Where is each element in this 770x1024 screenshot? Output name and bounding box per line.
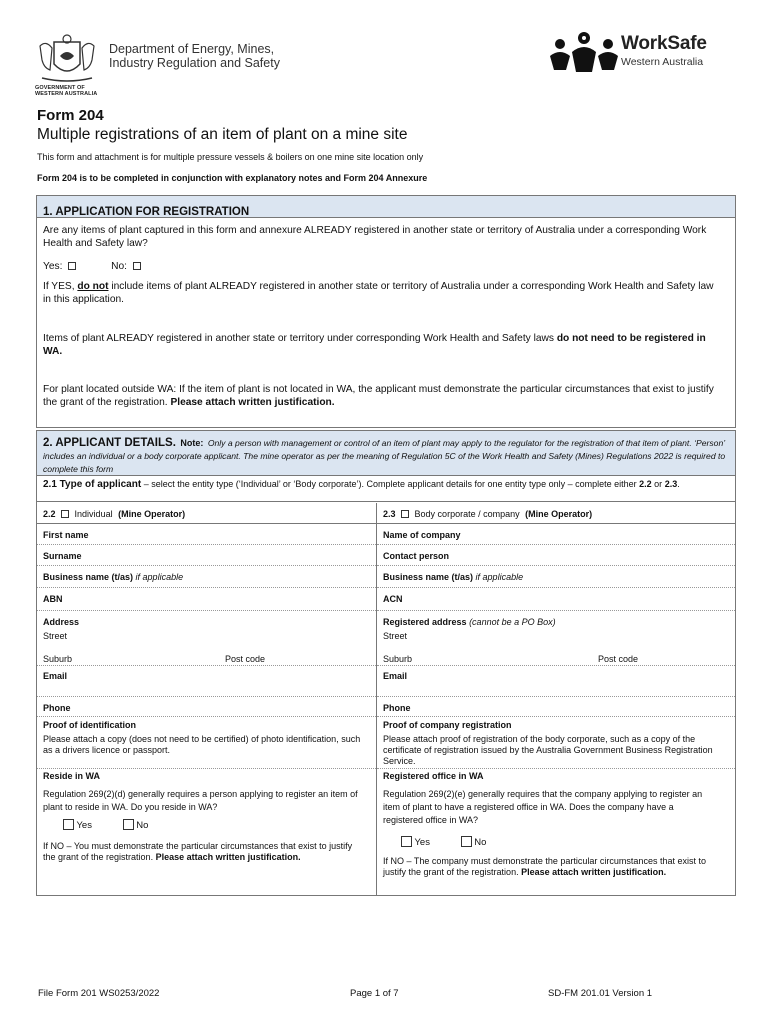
company-column — [377, 503, 735, 896]
no-checkbox[interactable] — [133, 262, 141, 270]
section-1-box — [36, 195, 736, 428]
office-wa-text: Regulation 269(2)(e) generally requires that the company applying to register an item of plant to have a registered office in WA. Does the company have a registered office in WA? — [383, 789, 703, 825]
if-yes-text: If YES, do not include items of plant ALREADY registered in another state or territory of Australia under a corresponding Work Health and Safety law in this application. — [43, 281, 714, 305]
yes-label: Yes: — [43, 261, 63, 272]
phone-field[interactable]: Phone — [43, 703, 71, 713]
registered-address-field[interactable]: Registered address (cannot be a PO Box) — [383, 617, 556, 627]
worksafe-figures-icon — [548, 30, 620, 74]
abn-field[interactable]: ABN — [43, 594, 63, 604]
department-name: Department of Energy, Mines, Industry Regulation and Safety — [109, 42, 280, 70]
section-2-heading: 2. APPLICANT DETAILS. — [43, 437, 176, 449]
office-yes-checkbox[interactable] — [401, 836, 412, 847]
form-instruction: Form 204 is to be completed in conjunction with explanatory notes and Form 204 Annexure — [37, 173, 428, 183]
office-no-checkbox[interactable] — [461, 836, 472, 847]
form-intro: This form and attachment is for multiple pressure vessels & boilers on one mine site location only — [37, 152, 424, 162]
proof-company-text: Please attach proof of registration of the body corporate, such as a copy of the certificate of registration issued by the Australia Government Business Registration Service. — [383, 734, 713, 766]
already-registered-text: Items of plant ALREADY registered in another state or territory under corresponding Work Health and Safety laws do not need to be registered in WA. — [43, 333, 706, 357]
worksafe-subtitle: Western Australia — [621, 56, 704, 68]
business-name-field[interactable]: Business name (t/as) if applicable — [43, 572, 184, 582]
office-wa-heading: Registered office in WA — [383, 771, 484, 781]
section-2-note: Only a person with management or control of an item of plant may apply to the regulator for the registration of that item of plant. ‘Person’ includes an individual or a body corporate applicant. The mine operator as per the meaning of Regulation 5C of the Work Health and Safety (Mines) Regulations 2022 is required to complete this form — [43, 438, 726, 474]
address-field[interactable]: Address — [43, 617, 80, 627]
footer-version: SD-FM 201.01 Version 1 — [548, 988, 653, 999]
government-label: GOVERNMENT OF WESTERN AUSTRALIA — [35, 85, 98, 97]
surname-field[interactable]: Surname — [43, 551, 82, 561]
form-title: Multiple registrations of an item of plant on a mine site — [37, 126, 408, 143]
reside-wa-options: Yes No — [63, 819, 148, 832]
section-2-box — [36, 430, 736, 896]
section-2-header: 2. APPLICANT DETAILS. Note: Only a person with management or control of an item of plant may apply to the regulator for the registration of that item of plant. ‘Person’ includes an individual or a body corporate applicant. The mine operator as per the meaning of Regulation 5C of the Work Health and Safety (Mines) Regulations 2022 is required to complete this form — [37, 431, 735, 476]
registered-elsewhere-options — [43, 260, 141, 273]
postcode-label: Post code — [225, 654, 266, 664]
company-heading: 2.3 Body corporate / company (Mine Operator) — [383, 509, 593, 519]
company-business-name-field[interactable]: Business name (t/as) if applicable — [383, 572, 524, 582]
company-email-field[interactable]: Email — [383, 671, 408, 681]
yes-checkbox[interactable] — [68, 262, 76, 270]
reside-yes-checkbox[interactable] — [63, 819, 74, 830]
office-if-no-text: If NO – The company must demonstrate the particular circumstances that exist to justify the grant of the registration. Please attach written justification. — [383, 856, 706, 877]
form-number: Form 204 — [37, 107, 104, 124]
proof-company-heading: Proof of company registration — [383, 720, 512, 730]
outside-wa-text: For plant located outside WA: If the item of plant is not located in WA, the applicant must demonstrate the particular circumstances that exist to justify the grant of the registration. Please attach written justification. — [43, 384, 714, 408]
footer-file-ref: File Form 201 WS0253/2022 — [38, 988, 160, 999]
wa-government-crest — [36, 34, 98, 84]
section-1-heading: 1. APPLICATION FOR REGISTRATION — [43, 206, 250, 218]
reside-no-checkbox[interactable] — [123, 819, 134, 830]
individual-checkbox[interactable] — [61, 510, 69, 518]
proof-id-text: Please attach a copy (does not need to be certified) of photo identification, such as a drivers licence or passport. — [43, 734, 361, 755]
individual-column — [37, 503, 376, 896]
company-phone-field[interactable]: Phone — [383, 703, 411, 713]
company-name-field[interactable]: Name of company — [383, 530, 461, 540]
reside-wa-text: Regulation 269(2)(d) generally requires a person applying to register an item of plant to reside in WA. Do you reside in WA? — [43, 789, 358, 812]
company-street-label: Street — [383, 631, 408, 641]
suburb-label: Suburb — [43, 654, 73, 664]
acn-field[interactable]: ACN — [383, 594, 403, 604]
proof-id-heading: Proof of identification — [43, 720, 136, 730]
contact-person-field[interactable]: Contact person — [383, 551, 450, 561]
reside-if-no-text: If NO – You must demonstrate the particular circumstances that exist to justify the grant of the registration. Please attach written justification. — [43, 841, 353, 862]
worksafe-title: WorkSafe — [621, 33, 707, 54]
applicant-type-row: 2.1 Type of applicant – select the entity type (‘Individual’ or ‘Body corporate’). Complete applicant details for one entity type only – complete either 2.2 or 2.3. — [37, 476, 735, 502]
company-suburb-label: Suburb — [383, 654, 413, 664]
street-label: Street — [43, 631, 68, 641]
company-checkbox[interactable] — [401, 510, 409, 518]
section-1-question: Are any items of plant captured in this form and annexure ALREADY registered in another state or territory of Australia under a corresponding Work Health and Safety law? — [43, 225, 707, 249]
reside-wa-heading: Reside in WA — [43, 771, 101, 781]
section-1-header — [37, 196, 735, 218]
footer-page-number: Page 1 of 7 — [350, 988, 399, 999]
first-name-field[interactable]: First name — [43, 530, 89, 540]
office-wa-options: Yes No — [401, 836, 486, 849]
company-postcode-label: Post code — [598, 654, 639, 664]
individual-heading: 2.2 Individual (Mine Operator) — [43, 509, 186, 519]
no-label: No: — [111, 261, 127, 272]
email-field[interactable]: Email — [43, 671, 68, 681]
